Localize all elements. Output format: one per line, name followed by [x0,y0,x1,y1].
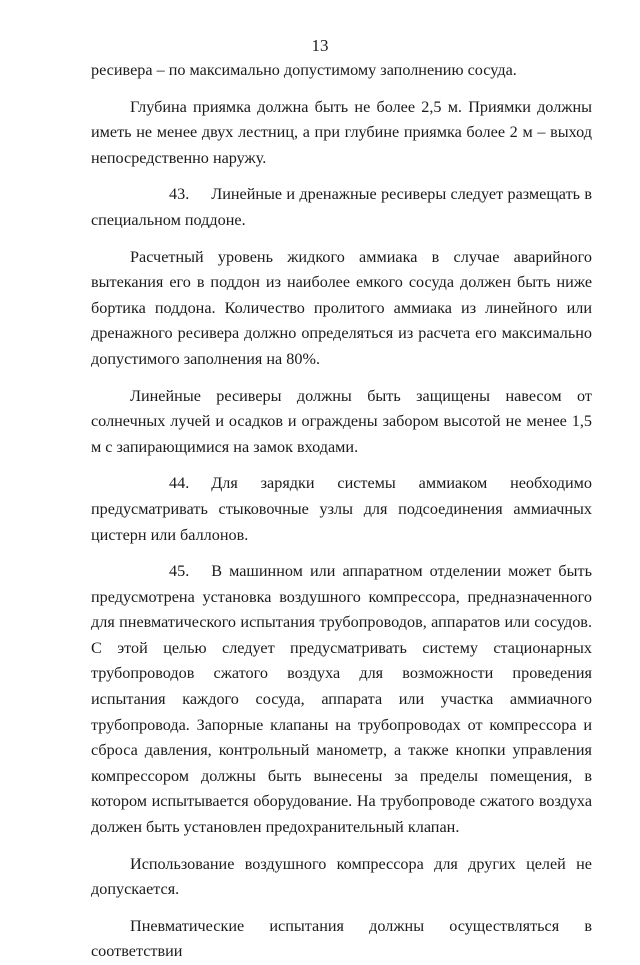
paragraph-text: Использование воздушного компрессора для других целей не допускается. [91,854,592,899]
paragraph-number: 43. [169,185,190,204]
paragraph-ammonia-level [91,245,592,373]
paragraph-text: Линейные и дренажные ресиверы следует размещать в специальном поддоне. [91,185,592,229]
paragraph-number: 45. [169,562,190,581]
paragraph-43 [91,182,592,233]
paragraph-text: Пневматические испытания должны осуществляться в соответствии [91,916,592,961]
document-body [91,58,592,965]
paragraph-44 [91,471,592,548]
paragraph-compressor-use [91,852,592,903]
paragraph-number: 44. [169,474,190,493]
paragraph-pneumatic-tests [91,914,592,965]
page-number: 13 [311,36,329,55]
paragraph-text: В машинном или аппаратном отделении может быть предусмотрена установка воздушного компрессора, предназначенного для пневматического испытания трубопроводов, аппаратов или сосудов. С этой целью следует предусматривать систему стационарных трубопроводов сжатого воздуха для возможности проведения испытания каждого сосуда, аппарата или участка аммиачного трубопровода. Запорные клапаны на трубопроводах от компрессора и сброса давления, контрольный манометр, а также кнопки управления компрессором должны быть вынесены за пределы помещения, в котором испытывается оборудование. На трубопроводе сжатого воздуха должен быть установлен предохранительный клапан. [91,562,592,837]
paragraph-continuation [91,58,592,84]
paragraph-45 [91,559,592,841]
paragraph-text: Расчетный уровень жидкого аммиака в случае аварийного вытекания его в поддон из наиболее емкого сосуда должен быть ниже бортика поддона. Количество пролитого аммиака из линейного или дренажного ресивера должно определяться из расчета его максимально допустимого заполнения на 80%. [91,247,592,368]
paragraph-text: Глубина приямка должна быть не более 2,5 м. Приямки должны иметь не менее двух лестниц, а при глубине приямка более 2 м – выход непосредственно наружу. [91,97,592,167]
paragraph-pit-depth [91,95,592,172]
paragraph-receiver-protection [91,384,592,461]
paragraph-text: Для зарядки системы аммиаком необходимо предусматривать стыковочные узлы для подсоединения аммиачных цистерн или баллонов. [91,474,592,544]
paragraph-text: Линейные ресиверы должны быть защищены навесом от солнечных лучей и осадков и ограждены забором высотой не менее 1,5 м с запирающимися на замок входами. [91,386,592,456]
paragraph-text: ресивера – по максимально допустимому заполнению сосуда. [91,61,517,79]
